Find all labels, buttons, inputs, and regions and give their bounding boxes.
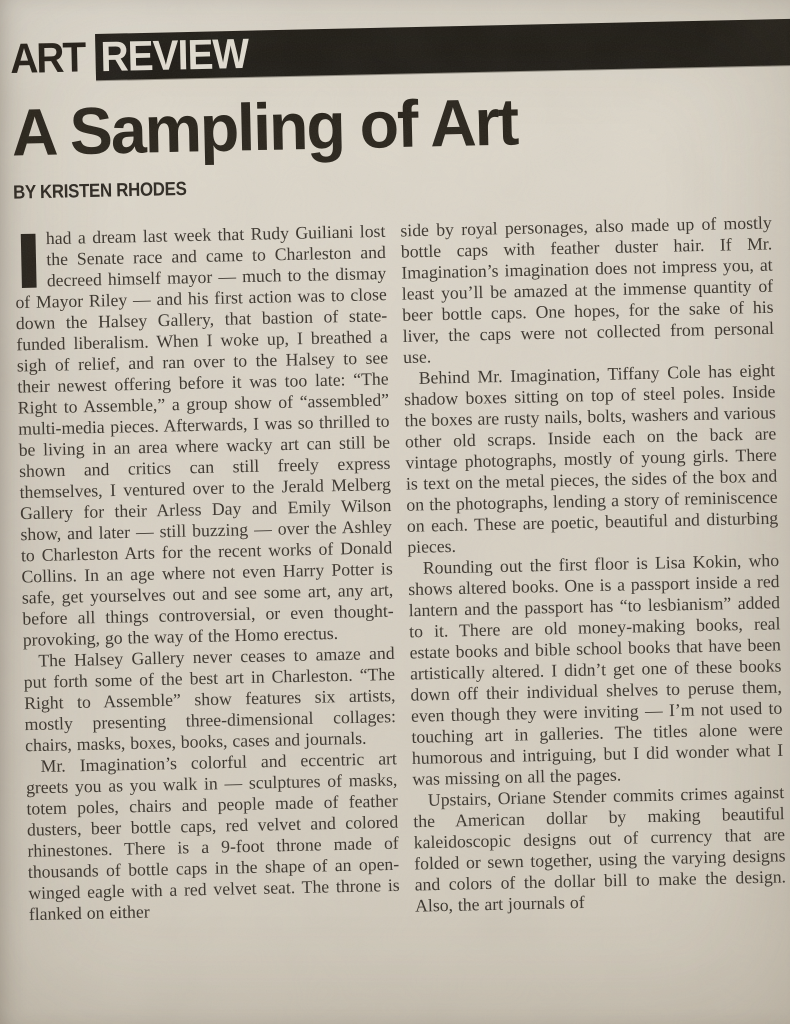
drop-cap: I [13,215,44,305]
paragraph-text: Behind Mr. Imagination, Tiffany Cole has eight shadow boxes sitting on top of steel poles. Inside the boxes are rusty nails, bolts, washers and various other old scraps. Inside each on the back are vintage photographs, mostly of young girls. There is text on the metal pieces, the sides of the box and on the photographs, lending a story of reminiscence on each. These are poetic, beautiful and disturbing pieces. [403,359,779,557]
article-byline: BY KRISTEN RHODES [12,178,187,204]
section-label-art: ART [9,33,85,83]
section-header [10,19,790,82]
section-header-bar [95,19,790,81]
paragraph-lead [13,215,394,650]
paragraph-text: The Halsey Gallery never ceases to amaze and put forth some of the best art in Charleston. “The Right to Assemble” show features six artists, mostly presenting three-dimensional collages: chairs, masks, boxes, books, cases and journals. [23,642,397,755]
paragraph-text: Rounding out the first floor is Lisa Kokin, who shows altered books. One is a passport inside a red lantern and the passport has “to lesbianism” added to it. There are old money-making books, real estate books and bible school books that have been artistically altered. I didn’t get one of these books down off their individual shelves to peruse them, even though they were inviting — I’m not used to touching art in galleries. The titles alone were humorous and intriguing, but I did wonder what I was missing on all the pages. [408,549,784,789]
paragraph-text: had a dream last week that Rudy Guiliani lost the Senate race and came to Charleston and decreed himself mayor — much to the dismay of Mayor Riley — and his first action was to close down the Halsey Gallery, that bastion of state-funded liberalism. When I woke up, I breathed a sigh of relief, and ran over to the Halsey to see their newest offering before it was too late: “The Right to Assemble,” a group show of “assembled” multi-media pieces. Afterwards, I was so thrilled to be living in an area where wacky art can still be shown and critics can still freely express themselves, I ventured over to the Jerald Melberg Gallery for their Arless Day and Emily Wilson show, and later — still buzzing — over the Ashley to Charleston Arts for the recent works of Donald Collins. In an age where not even Harry Potter is safe, get yourselves out and see some art, any art, before all things controversial, or even thought-provoking, go the way of the Homo erectus. [15,220,394,650]
section-label-review: REVIEW [100,29,250,81]
article-headline: A Sampling of Art [10,84,518,170]
column-right [400,212,786,916]
paragraph-text: Upstairs, Oriane Stender commits crimes against the American dollar by making beautiful kaleidoscopic designs out of currency that are folded or sewn together, using the varying designs and colors of the dollar bill to make the design. Also, the art journals of [413,781,787,916]
column-left [13,215,400,924]
article-body [14,212,787,925]
paragraph-text: Mr. Imagination’s colorful and eccentric art greets you as you walk in — sculptures of masks, totem poles, chairs and people made of feather dusters, beer bottle caps, red velvet and colored rhinestones. There is a 9-foot throne made of thousands of bottle caps in the shape of an open-winged eagle with a red velvet seat. The throne is flanked on either [25,747,400,924]
paragraph-text-continuation: side by royal personages, also made up of mostly bottle caps with feather duster hair. If Mr. Imagination’s imagination does not impress you, at least you’ll be amazed at the immense quantity of beer bottle caps. One hopes, for the sake of his liver, the caps were not collected from personal use. [400,211,775,367]
